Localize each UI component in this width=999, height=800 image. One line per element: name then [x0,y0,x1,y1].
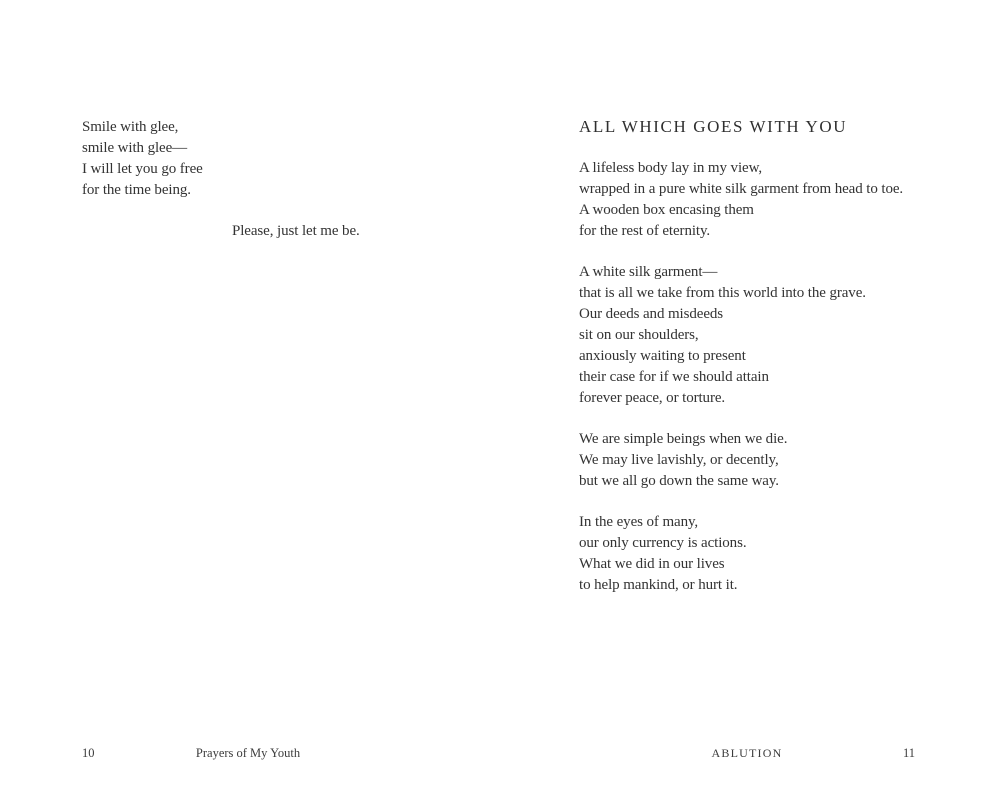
poem-line: sit on our shoulders, [579,327,699,343]
poem-line: for the time being. [82,182,191,198]
poem-line: A lifeless body lay in my view, [579,160,762,176]
poem-line: What we did in our lives [579,556,725,572]
right-running-title: ABLUTION [711,746,783,760]
left-running-title: Prayers of My Youth [195,746,301,760]
poem-stanza-4 [579,512,746,596]
poem-line: that is all we take from this world into the grave. [579,285,866,301]
left-page-number: 10 [82,746,95,760]
poem-line: A wooden box encasing them [579,202,754,218]
poem-line: I will let you go free [82,161,203,177]
poem-line: We may live lavishly, or decently, [579,452,779,468]
poem-line: Smile with glee, [82,119,179,135]
poem-stanza-1 [579,158,903,242]
left-poem-stanza [82,117,203,201]
poem-title: ALL WHICH GOES WITH YOU [579,117,848,136]
poem-line: A white silk garment— [579,264,718,280]
poem-stanza-2 [579,262,866,409]
poem-line: Our deeds and misdeeds [579,306,724,322]
poem-line: anxiously waiting to present [579,348,746,364]
poem-line: forever peace, or torture. [579,390,726,406]
left-poem-closing-line: Please, just let me be. [232,223,360,239]
poem-line: our only currency is actions. [579,535,747,551]
poem-line: their case for if we should attain [579,369,769,385]
poem-line: wrapped in a pure white silk garment from head to toe. [579,181,904,197]
poem-line: for the rest of eternity. [579,223,711,239]
poem-line: smile with glee— [82,140,188,156]
poem-line: to help mankind, or hurt it. [579,577,738,593]
poem-line: In the eyes of many, [579,514,699,530]
poem-line: We are simple beings when we die. [579,431,788,447]
poem-stanza-3 [579,429,787,492]
right-page-number: 11 [903,746,916,760]
poem-line: but we all go down the same way. [579,473,779,489]
